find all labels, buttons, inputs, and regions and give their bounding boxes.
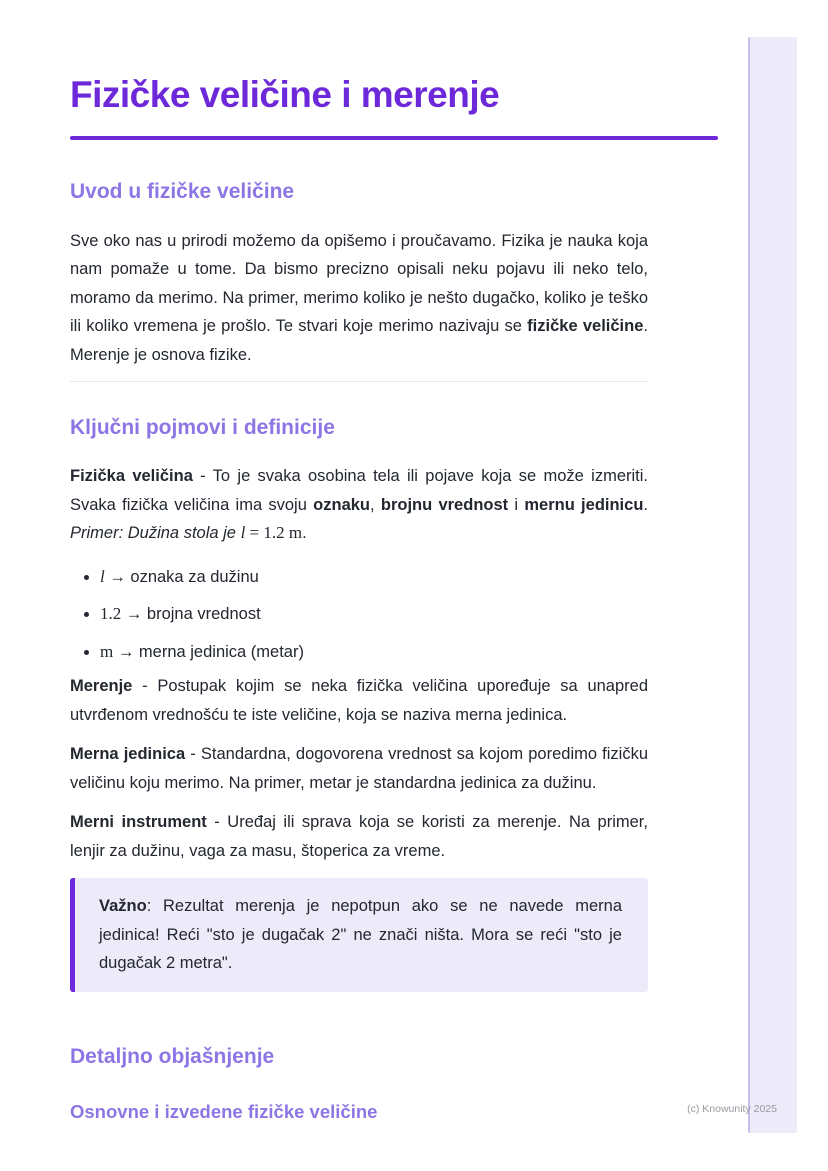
- definition-text: - To je svaka osobina tela ili pojave koja se može izmeriti. Svaka fizička veličina ima svoju: [70, 467, 648, 514]
- section-heading-kljucni: Ključni pojmovi i definicije: [70, 416, 335, 440]
- example-bullet-list: [70, 563, 648, 667]
- term-merni-instrument: Merni instrument: [70, 813, 207, 832]
- callout-text: : Rezultat merenja je nepotpun ako se ne navede merna jedinica! Reći "sto je dugačak 2" ne znači ništa. Mora se reći "sto je dugačak 2 metra".: [99, 897, 622, 973]
- definition-text: ,: [370, 495, 381, 514]
- bullet-text: → brojna vrednost: [121, 605, 261, 624]
- callout-paragraph: [99, 892, 622, 978]
- intro-text-pre: Sve oko nas u prirodi možemo da opišemo i proučavamo. Fizika je nauka koja nam pomaže u tome. Da bismo precizno opisali neku pojavu ili neko telo, moramo da merimo. Na primer, merimo koliko je nešto dugačko, koliko je teško ili koliko vremena je prošlo. Te stvari koje merimo nazivaju se: [70, 231, 648, 336]
- bold-merna-jedinica: mernu jedinicu: [524, 495, 644, 514]
- term-merna-jedinica: Merna jedinica: [70, 745, 186, 764]
- definition-text: - Postupak kojim se neka fizička veličina upoređuje sa unapred utvrđenom vrednošću te iste veličine, koja se naziva merna jedinica.: [70, 677, 648, 724]
- title-underline-rule: [70, 136, 718, 140]
- term-merenje: Merenje: [70, 677, 133, 696]
- page-title: Fizičke veličine i merenje: [70, 74, 500, 115]
- bullet-symbol-m: m: [100, 641, 114, 661]
- section-heading-detaljno: Detaljno objašnjenje: [70, 1044, 275, 1068]
- math-equation: = 1.2 m: [245, 523, 303, 543]
- bullet-symbol-value: 1.2: [100, 604, 122, 624]
- bullet-text: → oznaka za dužinu: [104, 567, 259, 586]
- intro-bold-term: fizičke veličine: [527, 317, 644, 336]
- intro-text-post: . Merenje je osnova fizike.: [70, 317, 648, 364]
- document-content: [70, 0, 648, 1124]
- list-item: [100, 600, 648, 629]
- list-item: [100, 638, 648, 667]
- definition-paragraph-merenje: [70, 672, 648, 729]
- important-callout-box: [70, 878, 648, 992]
- next-page-edge-strip: [748, 37, 797, 1133]
- bold-oznaku: oznaku: [313, 495, 371, 514]
- callout-term-vazno: Važno: [99, 897, 147, 916]
- example-italic-text: Primer: Dužina stola je: [70, 524, 241, 543]
- bold-brojna-vrednost: brojnu vrednost: [380, 495, 509, 514]
- definition-paragraph-fizicka-velicina: [70, 462, 648, 548]
- math-variable-l: l: [240, 523, 246, 543]
- definition-text: i: [508, 495, 525, 514]
- definition-text: - Uređaj ili sprava koja se koristi za merenje. Na primer, lenjir za dužinu, vaga za masu, štoperica za vreme.: [70, 813, 648, 860]
- bullet-text: → merna jedinica (metar): [113, 642, 304, 661]
- section-heading-uvod: Uvod u fizičke veličine: [70, 180, 295, 204]
- section-divider: [70, 381, 648, 382]
- definition-text: .: [302, 524, 307, 543]
- definition-paragraph-merna-jedinica: [70, 740, 648, 797]
- intro-paragraph: [70, 227, 648, 370]
- list-item: [100, 563, 648, 592]
- definition-paragraph-merni-instrument: [70, 808, 648, 865]
- term-fizicka-velicina: Fizička veličina: [70, 467, 193, 486]
- definition-text: - Standardna, dogovorena vrednost sa kojom poredimo fizičku veličinu koju merimo. Na primer, metar je standardna jedinica za dužinu.: [70, 745, 648, 792]
- definition-text: .: [643, 495, 648, 514]
- subsection-heading-osnovne: Osnovne i izvedene fizičke veličine: [70, 1101, 378, 1123]
- bullet-symbol-l: l: [100, 566, 105, 586]
- copyright-footer: (c) Knowunity 2025: [687, 1103, 777, 1115]
